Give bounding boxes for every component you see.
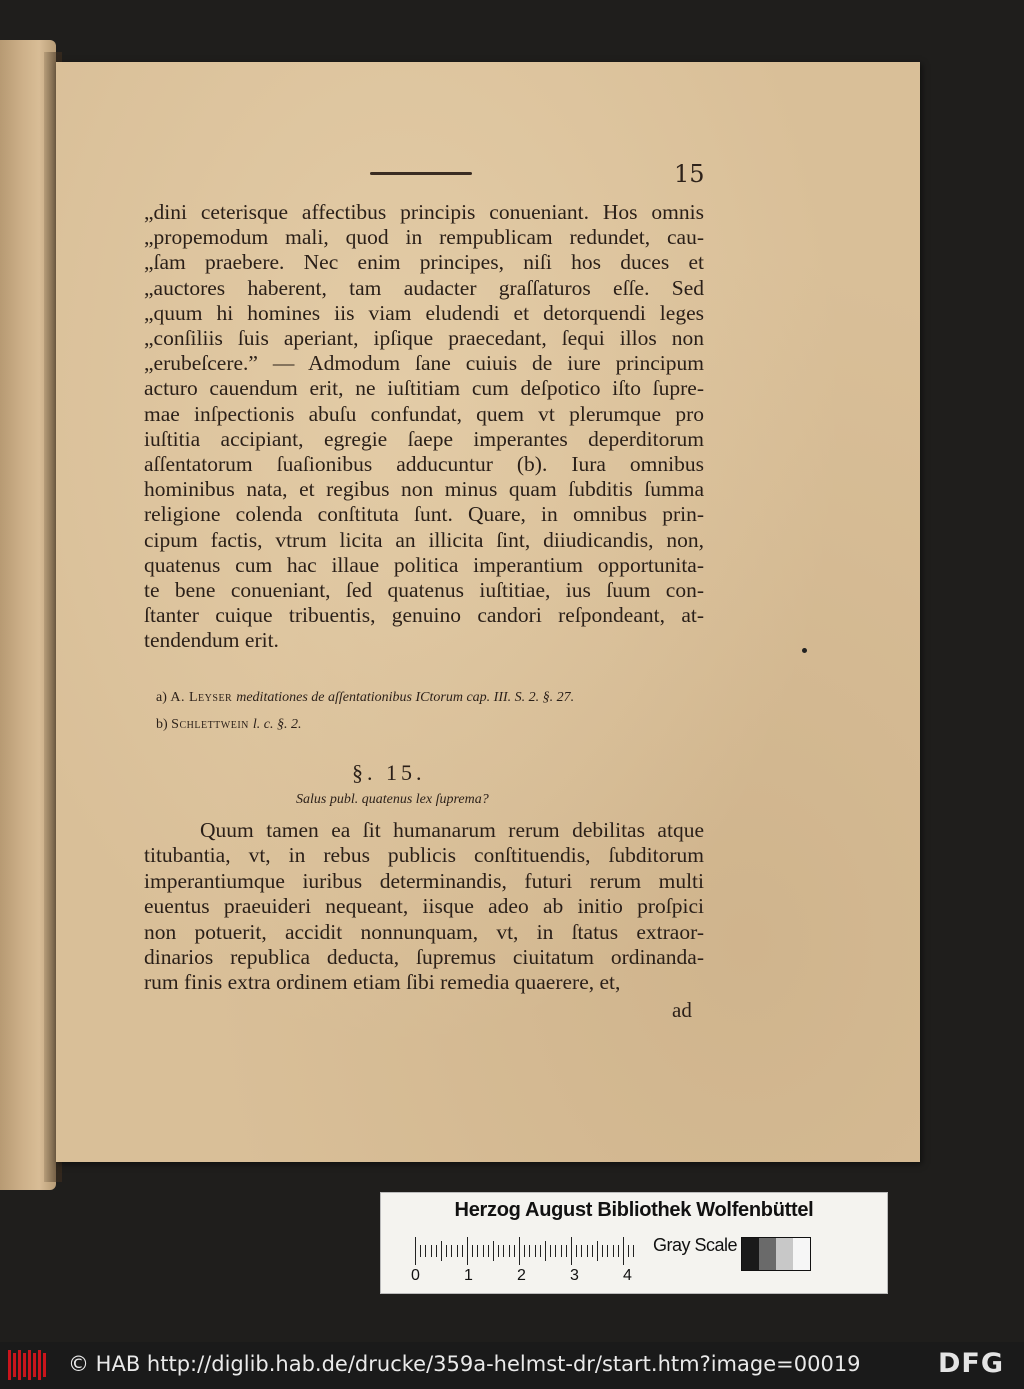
ruler-tick (451, 1245, 452, 1257)
ruler-tick (561, 1245, 562, 1257)
ink-spot (802, 648, 807, 653)
text-line: non potuerit, accidit nonnunquam, vt, in ſtatus extraor- (144, 919, 704, 944)
color-scale-card (380, 1192, 888, 1294)
text-line: mae inſpectionis abuſu confundat, quem vt plerumque pro (144, 401, 704, 426)
catchword: ad (672, 998, 692, 1022)
text-line: iuſtitia accipiant, egregie ſaepe imperantes deperditorum (144, 426, 704, 451)
logo-bar (43, 1353, 46, 1377)
ruler-tick (498, 1245, 499, 1257)
ruler-tick (576, 1245, 577, 1257)
footnote-mark: a) (156, 690, 171, 705)
text-line: euentus praeuideri nequeant, iisque adeo ab initio proſpici (144, 894, 704, 919)
ruler-tick (587, 1245, 588, 1257)
ruler-tick (420, 1245, 421, 1257)
page-number: 15 (674, 160, 705, 188)
text-line: „ſam praebere. Nec enim principes, niſi hos duces et (144, 250, 704, 275)
ruler-tick (431, 1245, 432, 1257)
text-line: „dini ceterisque affectibus principis conueniant. Hos omnis (144, 200, 704, 224)
scale-numbers (411, 1267, 651, 1289)
scale-ruler (415, 1237, 637, 1269)
footer-bar (0, 1342, 1024, 1389)
logo-bar (33, 1353, 36, 1377)
ruler-tick (540, 1245, 541, 1257)
ruler-tick (472, 1245, 473, 1257)
text-line: quatenus cum hac illaue politica imperantium opportunita- (144, 552, 704, 577)
text-line: „conſiliis ſuis aperiant, ipſique praecedant, ſequi illos non (144, 326, 704, 351)
text-line: „quum hi homines iis viam eludendi et detorquendi leges (144, 300, 704, 325)
gray-scale-swatches (741, 1237, 811, 1271)
ruler-tick (592, 1245, 593, 1257)
gray-swatch (793, 1238, 810, 1270)
ruler-tick (623, 1237, 624, 1265)
text-line: Quum tamen ea ſit humanarum rerum debilitas atque (200, 818, 704, 842)
library-name: Herzog August Bibliothek Wolfenbüttel (454, 1199, 814, 1221)
ruler-tick (618, 1245, 619, 1257)
book-page (56, 62, 920, 1162)
ruler-tick (550, 1245, 551, 1257)
ruler-tick (467, 1237, 468, 1265)
ruler-tick (555, 1245, 556, 1257)
ruler-tick (483, 1245, 484, 1257)
ruler-tick (509, 1245, 510, 1257)
text-line: ſtanter cuique tribuentis, genuino candori reſpondeant, at- (144, 603, 704, 628)
logo-bar (28, 1350, 31, 1380)
ruler-tick (503, 1245, 504, 1257)
text-line: tendendum erit. (144, 628, 279, 653)
header-rule (370, 172, 472, 175)
ruler-tick (633, 1245, 634, 1257)
footnote-author: Schlettwein (171, 717, 253, 732)
ruler-tick (613, 1245, 614, 1257)
logo-bar (18, 1350, 21, 1380)
ruler-tick (524, 1245, 525, 1257)
scale-number: 1 (464, 1267, 473, 1284)
ruler-tick (425, 1245, 426, 1257)
paragraph-2 (144, 818, 704, 996)
footer-credit-link[interactable]: © HAB http://diglib.hab.de/drucke/359a-helmst-dr/start.htm?image=00019 (68, 1352, 861, 1376)
ruler-tick (581, 1245, 582, 1257)
section-subtitle: Salus publ. quatenus lex ſuprema? (296, 792, 489, 807)
ruler-tick (545, 1241, 546, 1261)
footnote (156, 711, 696, 738)
footnote-mark: b) (156, 717, 172, 732)
footnote-text: l. c. §. 2. (252, 717, 302, 732)
ruler-tick (571, 1237, 572, 1265)
footnote (156, 684, 696, 711)
text-line: titubantia, vt, in rebus publicis conſtituendis, ſubditorum (144, 843, 704, 868)
ruler-tick (628, 1245, 629, 1257)
ruler-tick (488, 1245, 489, 1257)
logo-bar (13, 1353, 16, 1377)
section-heading: §. 15. (352, 760, 426, 785)
ruler-tick (462, 1245, 463, 1257)
ruler-tick (415, 1237, 416, 1265)
footnote-author: A. Leyser (170, 690, 237, 705)
ruler-tick (493, 1241, 494, 1261)
text-line: acturo cauendum erit, ne iuſtitiam cum deſpotico iſto ſupre- (144, 376, 704, 401)
text-line: cipum factis, vtrum licita an illicita ſint, diiudicandis, non, (144, 527, 704, 552)
ruler-tick (441, 1241, 442, 1261)
text-line: aſſentatorum ſuaſionibus adducuntur (b). Iura omnibus (144, 452, 704, 477)
ruler-tick (446, 1245, 447, 1257)
ruler-tick (535, 1245, 536, 1257)
scale-number: 3 (570, 1267, 579, 1284)
ruler-tick (607, 1245, 608, 1257)
ruler-tick (514, 1245, 515, 1257)
paragraph-1 (144, 200, 704, 654)
text-line: te bene conueniant, ſed quatenus iuſtitiae, ius ſuum con- (144, 578, 704, 603)
gray-swatch (742, 1238, 759, 1270)
text-line: hominibus nata, et regibus non minus quam ſubditis ſumma (144, 477, 704, 502)
scale-number: 2 (517, 1267, 526, 1284)
scale-number: 0 (411, 1267, 420, 1284)
gray-swatch (776, 1238, 793, 1270)
text-line: dinarios republica deducta, ſupremus ciuitatum ordinanda- (144, 945, 704, 970)
logo-bar (23, 1353, 26, 1377)
dfg-logo: DFG (938, 1348, 1005, 1379)
ruler-tick (602, 1245, 603, 1257)
footnote-text: meditationes de aſſentationibus ICtorum cap. III. S. 2. §. 27. (236, 690, 575, 705)
logo-bar (8, 1350, 11, 1380)
ruler-tick (436, 1245, 437, 1257)
ruler-tick (566, 1245, 567, 1257)
footnotes (156, 684, 696, 738)
ruler-tick (529, 1245, 530, 1257)
hab-logo-icon (8, 1350, 48, 1380)
text-line: „erubeſcere.” — Admodum ſane cuiuis de iure principum (144, 351, 704, 376)
ruler-tick (477, 1245, 478, 1257)
ruler-tick (597, 1241, 598, 1261)
logo-bar (38, 1350, 41, 1380)
text-line: religione colenda conſtituta ſunt. Quare, in omnibus prin- (144, 502, 704, 527)
text-line: imperantiumque iuribus determinandis, futuri rerum multi (144, 868, 704, 893)
scale-number: 4 (623, 1267, 632, 1284)
text-line: „propemodum mali, quod in rempublicam redundet, cau- (144, 225, 704, 250)
ruler-tick (457, 1245, 458, 1257)
gray-swatch (759, 1238, 776, 1270)
ruler-tick (519, 1237, 520, 1265)
text-line: „auctores haberent, tam audacter graſſaturos eſſe. Sed (144, 275, 704, 300)
text-line: rum finis extra ordinem etiam ſibi remedia quaerere, et, (144, 970, 621, 995)
gray-scale-label: Gray Scale (653, 1235, 738, 1255)
